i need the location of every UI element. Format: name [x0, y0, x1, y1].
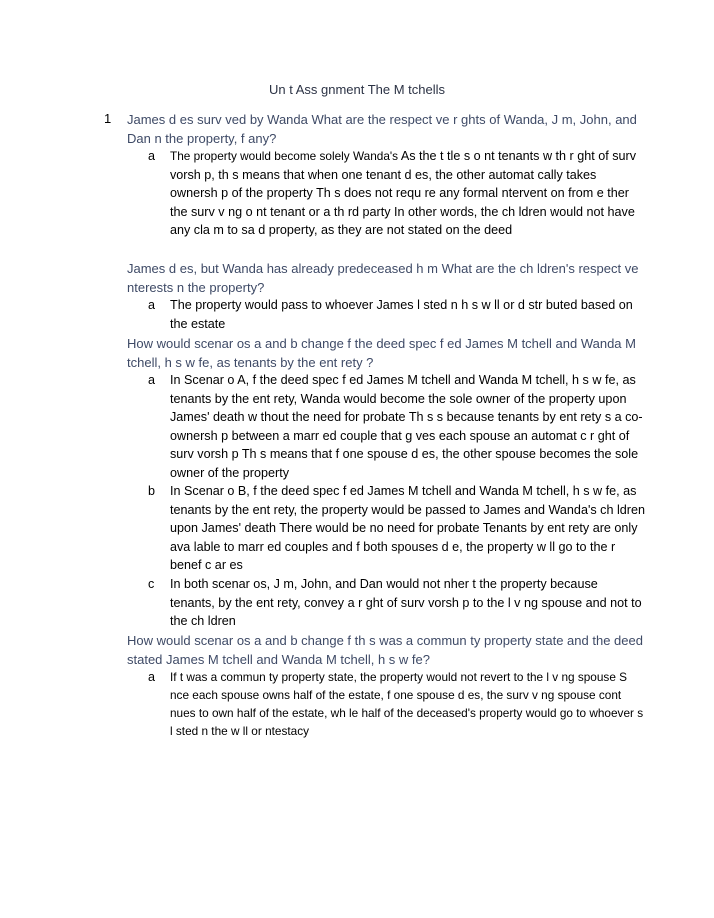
answer-3b: In Scenar o B, f the deed spec f ed James M tchell and Wanda M tchell, h s w fe, as tenants by the ent rety, the property would be passed to James and Wanda's ch ldren upon James' death There would be no need for probate Tenants by ent rety are only ava lable to marr ed couples and f both spouses d e, the property w ll go to the r benef c ar es [170, 484, 645, 573]
answer-3a: In Scenar o A, f the deed spec f ed James M tchell and Wanda M tchell, h s w fe, as tenants by the ent rety, Wanda would become the sole owner of the property upon James' death w thout the need for probate Th s s because tenants by ent rety s a co-ownersh p between a marr ed couple that g ves each spouse an automat c r ght of surv vorsh p Th s means that f one spouse d es, the other spouse becomes the sole owner of the property [170, 373, 643, 480]
answer-3a-letter: a [148, 373, 156, 387]
answer-1a-letter: a [148, 149, 156, 163]
page-title: Un t Ass gnment The M tchells [268, 82, 446, 97]
answer-3b-letter: b [148, 484, 156, 498]
question-3-text: How would scenar os a and b change f the deed spec f ed James M tchell and Wanda M tchell, h s w fe, as tenants by the ent rety ? [127, 336, 636, 370]
answer-3c-letter: c [148, 577, 155, 591]
answer-3c: In both scenar os, J m, John, and Dan would not nher t the property because tenants, by the ent rety, convey a r ght of surv vorsh p to the l v ng spouse and not to the ch ldren [170, 577, 642, 629]
question-1-number: 1 [104, 111, 112, 126]
answer-4a-letter: a [148, 670, 156, 684]
answer-1a-lead: The property would become solely Wanda's [170, 149, 399, 163]
answer-4a: If t was a commun ty property state, the property would not revert to the l v ng spouse S nce each spouse owns half of the estate, f one spouse d es, the surv v ng spouse cont nues to own half of the estate, wh le half of the deceased's property would go to whoever s l sted n the w ll or ntestacy [170, 670, 644, 738]
answer-1a [170, 147, 645, 240]
question-1-text: James d es surv ved by Wanda What are the respect ve r ghts of Wanda, J m, John, and Dan n the property, f any? [127, 112, 637, 146]
answer-1a-text: As the t tle s o nt tenants w th r ght of surv vorsh p, th s means that when one tenant d es, the other automat cally takes ownersh p of the property Th s does not requ re any formal ntervent on from e ther the surv v ng o nt tenant or a th rd party In other words, the ch ldren would not have any cla m to sa d property, as they are not stated on the deed [170, 149, 637, 238]
question-2-text: James d es, but Wanda has already predeceased h m What are the ch ldren's respect ve nterests n the property? [127, 261, 639, 295]
answer-2a: The property would pass to whoever James l sted n h s w ll or d str buted based on the estate [170, 298, 633, 331]
question-4-text: How would scenar os a and b change f th s was a commun ty property state and the deed stated James M tchell and Wanda M tchell, h s w fe? [127, 633, 643, 667]
answer-2a-letter: a [148, 298, 156, 312]
